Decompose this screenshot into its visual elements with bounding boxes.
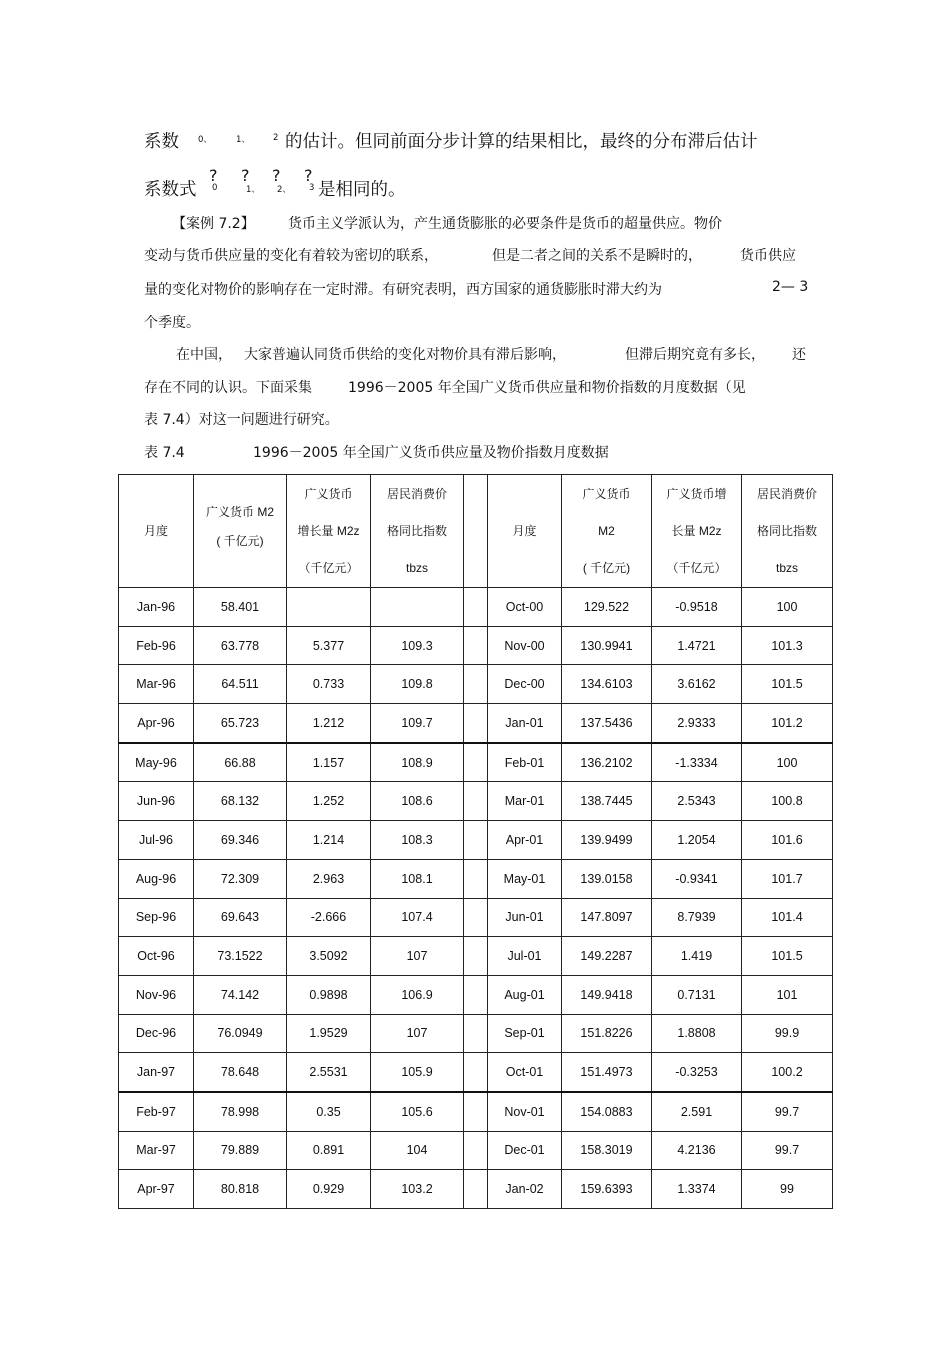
cell-cpi-right: 99.9 xyxy=(742,1014,833,1053)
table-row xyxy=(119,937,833,976)
cell-m2z-right: 8.7939 xyxy=(652,898,742,937)
cell-cpi: 107 xyxy=(371,937,464,976)
cell-m2-right: 158.3019 xyxy=(562,1131,652,1170)
table-caption-label: 表 7.4 xyxy=(144,445,185,461)
cell-month: Oct-96 xyxy=(119,937,194,976)
table-row xyxy=(119,821,833,860)
subscript-s1: 1、 xyxy=(246,185,260,195)
cell-m2: 76.0949 xyxy=(194,1014,287,1053)
cell-cpi-right: 101 xyxy=(742,975,833,1014)
cell-cpi-right: 101.5 xyxy=(742,937,833,976)
cell-cpi: 107.4 xyxy=(371,898,464,937)
cell-m2-right: 147.8097 xyxy=(562,898,652,937)
header-month-right: 月度 xyxy=(488,475,562,588)
question-mark-0: ? xyxy=(209,166,218,185)
cell-month: Mar-96 xyxy=(119,665,194,704)
table-caption-title: 1996－2005 年全国广义货币供应量及物价指数月度数据 xyxy=(253,445,609,461)
header-spacer xyxy=(464,475,488,588)
cell-m2z-right: 3.6162 xyxy=(652,665,742,704)
cell-month: Mar-97 xyxy=(119,1131,194,1170)
cell-m2-right: 129.522 xyxy=(562,588,652,627)
cell-month-right: Jan-02 xyxy=(488,1170,562,1209)
table-row xyxy=(119,1170,833,1209)
cell-m2: 68.132 xyxy=(194,782,287,821)
subscript-0: 0、 xyxy=(198,135,212,145)
cell-cpi-right: 101.2 xyxy=(742,704,833,743)
cell-m2z-right: 1.3374 xyxy=(652,1170,742,1209)
subscript-2: 2 xyxy=(273,133,279,143)
cell-m2z-right: -0.9518 xyxy=(652,588,742,627)
cell-m2-right: 138.7445 xyxy=(562,782,652,821)
cell-month-right: Jun-01 xyxy=(488,898,562,937)
table-row xyxy=(119,859,833,898)
header-cpi: 居民消费价 格同比指数 tbzs xyxy=(371,475,464,588)
cell-m2z: 0.35 xyxy=(287,1092,371,1131)
cell-m2: 65.723 xyxy=(194,704,287,743)
cell-cpi: 108.1 xyxy=(371,859,464,898)
cell-m2z: 3.5092 xyxy=(287,937,371,976)
cell-m2z: 1.214 xyxy=(287,821,371,860)
table-row xyxy=(119,975,833,1014)
cell-m2z-right: -1.3334 xyxy=(652,743,742,782)
case-line-1: 货币主义学派认为，产生通货膨胀的必要条件是货币的超量供应。物价 xyxy=(288,216,722,232)
cell-m2: 64.511 xyxy=(194,665,287,704)
cell-m2: 79.889 xyxy=(194,1131,287,1170)
cell-m2z-right: -0.3253 xyxy=(652,1053,742,1092)
cell-month-right: Jan-01 xyxy=(488,704,562,743)
subscript-s2: 2、 xyxy=(277,185,291,195)
table-row xyxy=(119,1092,833,1131)
para3-line-2a: 存在不同的认识。下面采集 xyxy=(144,380,312,396)
cell-m2z-right: 4.2136 xyxy=(652,1131,742,1170)
table-row xyxy=(119,1053,833,1092)
cell-m2-right: 149.2287 xyxy=(562,937,652,976)
cell-m2z: 5.377 xyxy=(287,626,371,665)
subscript-s3: 3 xyxy=(309,183,315,193)
table-row xyxy=(119,1014,833,1053)
cell-cpi: 109.7 xyxy=(371,704,464,743)
cell-cpi-right: 100.8 xyxy=(742,782,833,821)
cell-cpi-right: 101.3 xyxy=(742,626,833,665)
table-row xyxy=(119,743,833,782)
cell-cpi-right: 100.2 xyxy=(742,1053,833,1092)
cell-month: Jan-97 xyxy=(119,1053,194,1092)
cell-m2z xyxy=(287,588,371,627)
cell-m2z: 0.891 xyxy=(287,1131,371,1170)
cell-cpi-right: 101.4 xyxy=(742,898,833,937)
cell-month: Nov-96 xyxy=(119,975,194,1014)
cell-month: Feb-96 xyxy=(119,626,194,665)
spacer-cell xyxy=(464,937,488,976)
cell-cpi: 107 xyxy=(371,1014,464,1053)
cell-month-right: Nov-01 xyxy=(488,1092,562,1131)
spacer-cell xyxy=(464,1014,488,1053)
cell-m2-right: 139.0158 xyxy=(562,859,652,898)
cell-m2z: 1.9529 xyxy=(287,1014,371,1053)
text-coefficient-form: 系数式 xyxy=(144,180,197,200)
cell-cpi-right: 101.6 xyxy=(742,821,833,860)
table-row xyxy=(119,588,833,627)
spacer-cell xyxy=(464,704,488,743)
header-m2-right: 广义货币 M2 ( 千亿元) xyxy=(562,475,652,588)
cell-month: Jan-96 xyxy=(119,588,194,627)
cell-m2-right: 149.9418 xyxy=(562,975,652,1014)
cell-m2: 80.818 xyxy=(194,1170,287,1209)
cell-m2: 78.998 xyxy=(194,1092,287,1131)
header-m2z: 广义货币 增长量 M2z （千亿元） xyxy=(287,475,371,588)
cell-month-right: Oct-01 xyxy=(488,1053,562,1092)
table-row xyxy=(119,665,833,704)
spacer-cell xyxy=(464,1092,488,1131)
cell-m2: 73.1522 xyxy=(194,937,287,976)
cell-cpi-right: 99.7 xyxy=(742,1092,833,1131)
question-mark-3: ? xyxy=(304,166,313,185)
cell-m2-right: 154.0883 xyxy=(562,1092,652,1131)
cell-month: Apr-96 xyxy=(119,704,194,743)
cell-month-right: May-01 xyxy=(488,859,562,898)
cell-m2z-right: 2.5343 xyxy=(652,782,742,821)
cell-cpi: 108.3 xyxy=(371,821,464,860)
header-month: 月度 xyxy=(119,475,194,588)
cell-cpi: 105.9 xyxy=(371,1053,464,1092)
spacer-cell xyxy=(464,821,488,860)
cell-m2-right: 151.4973 xyxy=(562,1053,652,1092)
spacer-cell xyxy=(464,665,488,704)
cell-m2: 78.648 xyxy=(194,1053,287,1092)
spacer-cell xyxy=(464,1053,488,1092)
cell-month: Jul-96 xyxy=(119,821,194,860)
cell-m2z-right: 1.4721 xyxy=(652,626,742,665)
cell-m2z-right: 2.9333 xyxy=(652,704,742,743)
spacer-cell xyxy=(464,588,488,627)
para3-line-2b: 1996－2005 年全国广义货币供应量和物价指数的月度数据（见 xyxy=(348,380,746,396)
cell-cpi: 109.3 xyxy=(371,626,464,665)
header-m2: 广义货币 M2 ( 千亿元) xyxy=(194,475,287,588)
cell-m2z-right: 1.419 xyxy=(652,937,742,976)
cell-m2: 58.401 xyxy=(194,588,287,627)
cell-cpi-right: 100 xyxy=(742,588,833,627)
case-line-2a: 变动与货币供应量的变化有着较为密切的联系， xyxy=(144,248,438,264)
cell-cpi: 108.9 xyxy=(371,743,464,782)
cell-cpi xyxy=(371,588,464,627)
cell-m2z: 1.252 xyxy=(287,782,371,821)
cell-m2z: 0.929 xyxy=(287,1170,371,1209)
cell-cpi: 109.8 xyxy=(371,665,464,704)
cell-m2-right: 134.6103 xyxy=(562,665,652,704)
cell-cpi-right: 101.7 xyxy=(742,859,833,898)
text-coefficient: 系数 xyxy=(144,132,179,152)
cell-m2z: 1.157 xyxy=(287,743,371,782)
cell-month-right: Nov-00 xyxy=(488,626,562,665)
cell-month-right: Apr-01 xyxy=(488,821,562,860)
table-row xyxy=(119,898,833,937)
cell-month-right: Aug-01 xyxy=(488,975,562,1014)
cell-m2z-right: 2.591 xyxy=(652,1092,742,1131)
header-cpi-right: 居民消费价 格同比指数 tbzs xyxy=(742,475,833,588)
cell-month: Jun-96 xyxy=(119,782,194,821)
cell-m2z: 1.212 xyxy=(287,704,371,743)
cell-month-right: Dec-00 xyxy=(488,665,562,704)
cell-month-right: Feb-01 xyxy=(488,743,562,782)
cell-m2-right: 159.6393 xyxy=(562,1170,652,1209)
cell-cpi: 105.6 xyxy=(371,1092,464,1131)
para3-line-1c: 但滞后期究竟有多长， xyxy=(625,347,765,363)
cell-month-right: Oct-00 xyxy=(488,588,562,627)
cell-month-right: Sep-01 xyxy=(488,1014,562,1053)
case-line-2c: 货币供应 xyxy=(740,248,796,264)
spacer-cell xyxy=(464,975,488,1014)
cell-month-right: Dec-01 xyxy=(488,1131,562,1170)
cell-m2-right: 130.9941 xyxy=(562,626,652,665)
cell-m2: 69.643 xyxy=(194,898,287,937)
cell-m2-right: 137.5436 xyxy=(562,704,652,743)
case-line-2b: 但是二者之间的关系不是瞬时的， xyxy=(492,248,702,264)
cell-m2z-right: 1.8808 xyxy=(652,1014,742,1053)
question-mark-1: ? xyxy=(241,166,250,185)
cell-m2z: 2.963 xyxy=(287,859,371,898)
cell-month: Feb-97 xyxy=(119,1092,194,1131)
data-table xyxy=(118,474,833,1209)
header-m2z-right: 广义货币增 长量 M2z （千亿元） xyxy=(652,475,742,588)
cell-m2z: 0.733 xyxy=(287,665,371,704)
para3-line-1b: 大家普遍认同货币供给的变化对物价具有滞后影响， xyxy=(244,347,566,363)
subscript-s0: 0 xyxy=(212,183,218,193)
cell-month: May-96 xyxy=(119,743,194,782)
cell-month: Dec-96 xyxy=(119,1014,194,1053)
text-same: 是相同的。 xyxy=(318,180,406,200)
cell-m2-right: 139.9499 xyxy=(562,821,652,860)
cell-m2: 69.346 xyxy=(194,821,287,860)
spacer-cell xyxy=(464,782,488,821)
case-line-4: 个季度。 xyxy=(144,315,200,331)
spacer-cell xyxy=(464,859,488,898)
table-row xyxy=(119,704,833,743)
cell-m2: 66.88 xyxy=(194,743,287,782)
case-line-3b: 2— 3 xyxy=(772,279,809,295)
cell-m2: 74.142 xyxy=(194,975,287,1014)
spacer-cell xyxy=(464,743,488,782)
cell-cpi-right: 99 xyxy=(742,1170,833,1209)
question-mark-2: ? xyxy=(272,166,281,185)
spacer-cell xyxy=(464,898,488,937)
cell-m2: 63.778 xyxy=(194,626,287,665)
cell-m2z: 2.5531 xyxy=(287,1053,371,1092)
cell-m2-right: 136.2102 xyxy=(562,743,652,782)
para3-line-3: 表 7.4）对这一问题进行研究。 xyxy=(144,412,339,428)
cell-cpi-right: 101.5 xyxy=(742,665,833,704)
spacer-cell xyxy=(464,626,488,665)
para3-line-1a: 在中国， xyxy=(176,347,232,363)
cell-cpi-right: 99.7 xyxy=(742,1131,833,1170)
cell-month: Sep-96 xyxy=(119,898,194,937)
cell-m2z: 0.9898 xyxy=(287,975,371,1014)
case-label: 【案例 7.2】 xyxy=(172,216,255,232)
cell-month: Apr-97 xyxy=(119,1170,194,1209)
cell-cpi: 103.2 xyxy=(371,1170,464,1209)
cell-m2z-right: 1.2054 xyxy=(652,821,742,860)
cell-cpi-right: 100 xyxy=(742,743,833,782)
spacer-cell xyxy=(464,1170,488,1209)
cell-cpi: 108.6 xyxy=(371,782,464,821)
table-row xyxy=(119,782,833,821)
table-row xyxy=(119,626,833,665)
cell-cpi: 104 xyxy=(371,1131,464,1170)
spacer-cell xyxy=(464,1131,488,1170)
cell-m2z-right: 0.7131 xyxy=(652,975,742,1014)
cell-month-right: Jul-01 xyxy=(488,937,562,976)
case-line-3a: 量的变化对物价的影响存在一定时滞。有研究表明，西方国家的通货膨胀时滞大约为 xyxy=(144,282,662,298)
cell-m2z-right: -0.9341 xyxy=(652,859,742,898)
para3-line-1d: 还 xyxy=(792,347,806,363)
subscript-1: 1、 xyxy=(236,135,250,145)
cell-month-right: Mar-01 xyxy=(488,782,562,821)
cell-m2: 72.309 xyxy=(194,859,287,898)
table-row xyxy=(119,1131,833,1170)
table-header-row xyxy=(119,475,833,588)
text-estimate: 的估计。但同前面分步计算的结果相比，最终的分布滞后估计 xyxy=(285,132,758,152)
cell-month: Aug-96 xyxy=(119,859,194,898)
cell-cpi: 106.9 xyxy=(371,975,464,1014)
cell-m2-right: 151.8226 xyxy=(562,1014,652,1053)
cell-m2z: -2.666 xyxy=(287,898,371,937)
